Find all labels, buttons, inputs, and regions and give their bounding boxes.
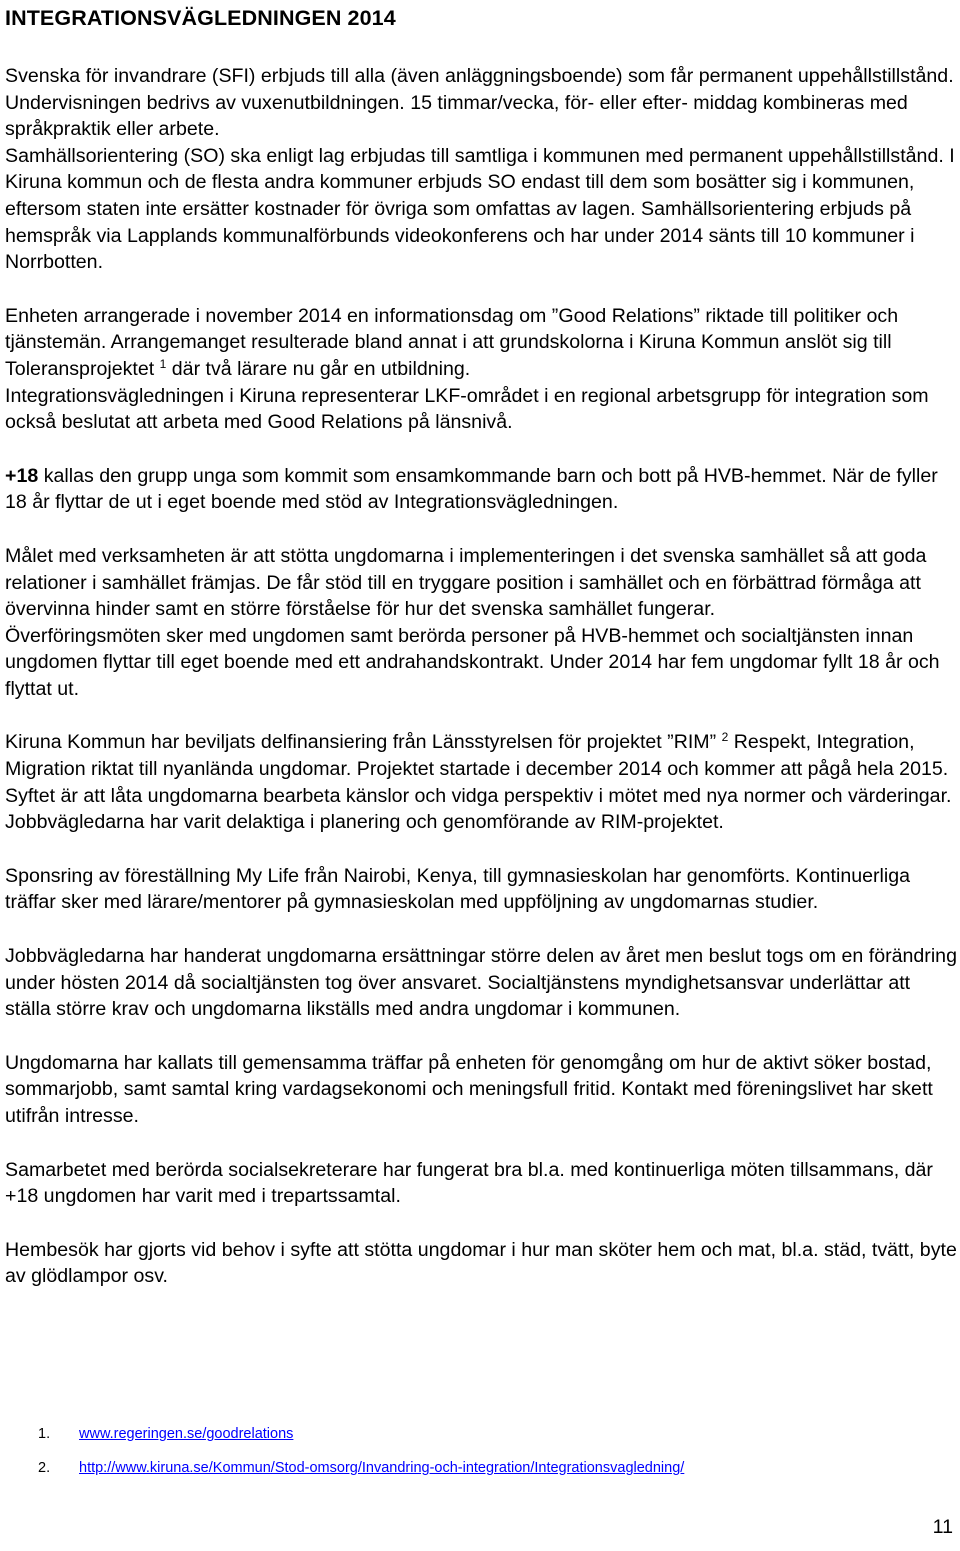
- paragraph-so: [5, 143, 957, 276]
- paragraph-good-relations-text-end: där två lärare nu går en utbildning.: [166, 357, 471, 380]
- paragraph-sponsoring: Sponsring av föreställning My Life från Nairobi, Kenya, till gymnasieskolan har genomförts. Kontinuerliga träffar sker med lärare/mentorer på gymnasieskolan med uppföljning av ungdomarnas studier.: [5, 864, 911, 914]
- plus18-label: +18: [5, 464, 39, 487]
- footnote-number: 2.: [38, 1460, 51, 1476]
- page-title: INTEGRATIONSVÄGLEDNINGEN 2014: [5, 6, 396, 30]
- footnote-link-kiruna[interactable]: http://www.kiruna.se/Kommun/Stod-omsorg/Invandring-och-integration/Integrationsvagledning/: [79, 1460, 685, 1476]
- paragraph-so-intro: Samhällsorientering (SO) ska enligt lag erbjudas till samtliga i kommunen med permanent uppehållstillstånd.: [5, 144, 944, 167]
- footnote-number: 1.: [38, 1426, 51, 1442]
- paragraph-cooperation: Samarbetet med berörda socialsekreterare har fungerat bra bl.a. med kontinuerliga möten tillsammans, där +18 ungdomen har varit med i trepartssamtal.: [5, 1158, 933, 1208]
- paragraph-good-relations: [5, 303, 957, 383]
- paragraph-good-relations-text: Enheten arrangerade i november 2014 en informationsdag om ”Good Relations” riktade till politiker och tjänstemän. Arrangemanget resulterade bland annat i att grundskolorna i Kiruna Kommun anslöt sig till Toleransprojektet: [5, 304, 899, 380]
- paragraph-regional-group: Integrationsvägledningen i Kiruna representerar LKF-området i en regional arbetsgrupp för integration som också beslutat att arbeta med Good Relations på länsnivå.: [5, 384, 929, 434]
- page-number: 11: [932, 1516, 953, 1538]
- footnote-ref-2: 2: [721, 730, 729, 745]
- paragraph-compensation: Jobbvägledarna har handerat ungdomarna ersättningar större delen av året men beslut togs om en förändring under hösten 2014 då socialtjänsten tog över ansvaret. Socialtjänstens myndighetsansvar underlättar att ställa större krav och ungdomarna likställs med andra ungdomar i kommunen.: [5, 945, 957, 1021]
- paragraph-plus18-text: kallas den grupp unga som kommit som ensamkommande barn och bott på HVB-hemmet. När de fyller 18 år flyttar de ut i eget boende med stöd av Integrationsvägledningen.: [5, 464, 938, 514]
- paragraph-so-details: I Kiruna kommun och de flesta andra kommuner erbjuds SO endast till dem som bosätter sig i kommunen, eftersom staten inte ersätter kostnader för övriga som omfattas av lagen. Samhällsorientering erbjuds på hemspråk via Lapplands kommunalförbunds videokonferens och har under 2014 sänts till 10 kommuner i Norrbotten.: [5, 144, 955, 274]
- document-body: [5, 63, 957, 1290]
- paragraph-rim-text-end: Respekt, Integration, Migration riktat till nyanlända ungdomar. Projektet startade i december 2014 och kommer att pågå hela 2015. Syftet är att låta ungdomarna bearbeta känslor och vidga perspektiv i mötet med nya normer och värderingar. Jobbvägledarna har varit delaktiga i planering och genomförande av RIM-projektet.: [5, 731, 952, 834]
- paragraph-meetings: Ungdomarna har kallats till gemensamma träffar på enheten för genomgång om hur de aktivt söker bostad, sommarjobb, samt samtal kring vardagsekonomi och meningsfull fritid. Kontakt med föreningslivet har skett utifrån intresse.: [5, 1051, 933, 1127]
- paragraph-rim-text: Kiruna Kommun har beviljats delfinansiering från Länsstyrelsen för projektet ”RIM”: [5, 731, 722, 754]
- paragraph-sfi: Svenska för invandrare (SFI) erbjuds till alla (även anläggningsboende) som får permanent uppehållstillstånd. Undervisningen bedrivs av vuxenutbildningen. 15 timmar/vecka, för- eller efter- middag kombineras med språkpraktik eller arbete.: [5, 65, 954, 141]
- footnote-ref-1: 1: [159, 356, 167, 371]
- paragraph-transfer-meetings: Överföringsmöten sker med ungdomen samt berörda personer på HVB-hemmet och socialtjänsten innan ungdomen flyttar till eget boende med ett andrahandskontrakt. Under 2014 har fem ungdomar fyllt 18 år och flyttat ut.: [5, 624, 940, 700]
- paragraph-goal: Målet med verksamheten är att stötta ungdomarna i implementeringen i det svenska samhället så att goda relationer i samhället främjas. De får stöd till en tryggare position i samhället och en förbättrad förmåga att övervinna hinder samt en större förståelse för hur det svenska samhället fungerar.: [5, 544, 927, 621]
- paragraph-rim-project: [5, 729, 957, 835]
- paragraph-plus18: [5, 463, 957, 516]
- paragraph-home-visits: Hembesök har gjorts vid behov i syfte att stötta ungdomar i hur man sköter hem och mat, bl.a. städ, tvätt, byte av glödlampor osv.: [5, 1238, 957, 1288]
- footnote-link-regeringen[interactable]: www.regeringen.se/goodrelations: [79, 1426, 294, 1442]
